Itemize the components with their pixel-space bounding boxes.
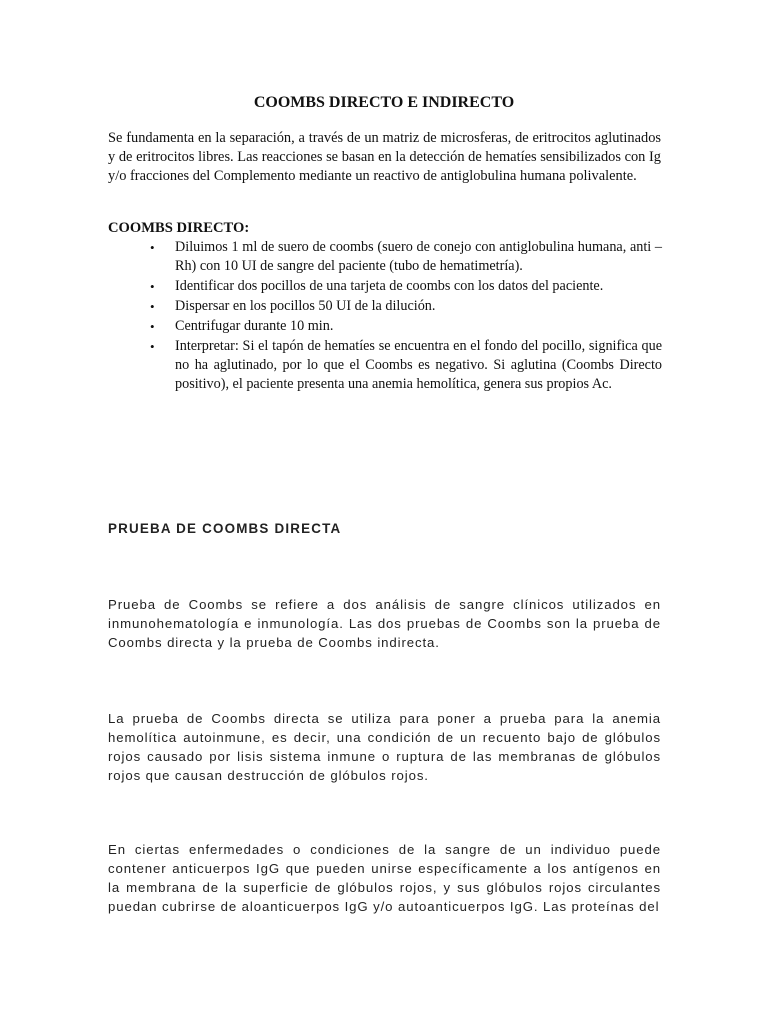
bullet-icon: •	[150, 339, 155, 354]
list-item-text: Interpretar: Si el tapón de hematíes se encuentra en el fondo del pocillo, significa que no ha aglutinado, por lo que el Coombs es negativo. Si aglutina (Coombs Directo positivo), el paciente presenta una anemia hemolítica, genera sus propios Ac.	[175, 338, 662, 392]
bullet-icon: •	[150, 319, 155, 334]
document-title: COOMBS DIRECTO E INDIRECTO	[253, 94, 515, 111]
list-item	[150, 297, 662, 316]
bullet-icon: •	[150, 279, 155, 294]
body-paragraph: La prueba de Coombs directa se utiliza para poner a prueba para la anemia hemolítica autoinmune, es decir, una condición de un recuento bajo de glóbulos rojos causado por lisis sistema inmune o ruptura de las membranas de glóbulos rojos que causan destrucción de glóbulos rojos.	[108, 711, 661, 783]
list-item-text: Dispersar en los pocillos 50 UI de la dilución.	[175, 298, 436, 314]
list-item-text: Identificar dos pocillos de una tarjeta de coombs con los datos del paciente.	[175, 278, 604, 294]
bullet-icon: •	[150, 240, 155, 255]
body-paragraph: Prueba de Coombs se refiere a dos análisis de sangre clínicos utilizados en inmunohematología e inmunología. Las dos pruebas de Coombs son la prueba de Coombs directa y la prueba de Coombs indirecta.	[108, 597, 661, 650]
list-item	[150, 337, 662, 394]
bullet-icon: •	[150, 299, 155, 314]
body-paragraph: En ciertas enfermedades o condiciones de la sangre de un individuo puede contener anticuerpos IgG que pueden unirse específicamente a los antígenos en la membrana de la superficie de glóbulos rojos, y sus glóbulos rojos circulantes puedan cubrirse de aloanticuerpos IgG y/o autoanticuerpos IgG. Las proteínas del	[108, 842, 661, 914]
procedure-list	[150, 238, 662, 395]
list-item	[150, 238, 662, 276]
list-item-text: Centrifugar durante 10 min.	[175, 318, 334, 334]
section-heading-coombs-directo: COOMBS DIRECTO:	[108, 220, 250, 236]
intro-paragraph: Se fundamenta en la separación, a través de un matriz de microsferas, de eritrocitos aglutinados y de eritrocitos libres. Las reacciones se basan en la detección de hematíes sensibilizados con Ig y/o fracciones del Complemento mediante un reactivo de antiglobulina humana polivalente.	[108, 130, 661, 184]
section-heading-prueba-coombs-directa: PRUEBA DE COOMBS DIRECTA	[108, 521, 342, 536]
list-item	[150, 277, 662, 296]
list-item-text: Diluimos 1 ml de suero de coombs (suero de conejo con antiglobulina humana, anti – Rh) con 10 UI de sangre del paciente (tubo de hematimetría).	[175, 239, 662, 274]
list-item	[150, 317, 662, 336]
